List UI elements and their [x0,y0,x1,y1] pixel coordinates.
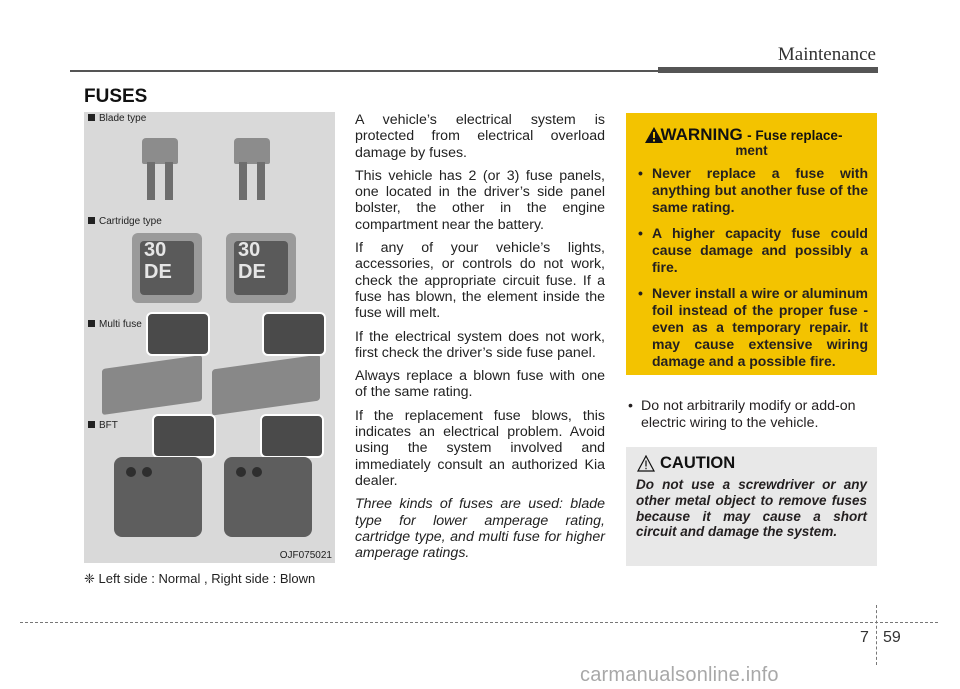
caution-title: CAUTION [660,454,736,472]
watermark: carmanualsonline.info [580,664,779,686]
chapter-number: 7 [860,629,869,646]
warning-subtitle-cont: ment [735,143,768,158]
paragraph: This vehicle has 2 (or 3) fuse panels, one located in the driver’s side panel bolster, the other in the engine compartment near the battery. [355,167,605,233]
section-title: Maintenance [777,44,876,65]
warning-item: • Never replace a fuse with anything but another fuse of the same rating. [636,165,868,216]
paragraph: A vehicle’s electrical system is protected from electrical overload damage by fuses. [355,112,605,161]
figure-label-multi: Multi fuse [88,319,142,330]
multi-fuse-callout-normal [146,312,210,356]
paragraph: If any of your vehicle’s lights, accessories, or controls do not work, check the appropriate circuit fuse. If a fuse has blown, the element inside the fuse will melt. [355,240,605,322]
cartridge-fuse-blown: 30 DE [226,233,296,303]
bft-fuse-normal [114,457,202,537]
multi-fuse-blown [212,354,320,415]
figure-label-cartridge: Cartridge type [88,216,162,227]
figure-caption: ❈ Left side : Normal , Right side : Blown [84,571,316,586]
paragraph: Always replace a blown fuse with one of the same rating. [355,368,605,401]
fuse-figure [84,112,335,563]
footer-divider [876,605,877,665]
bft-fuse-blown [224,457,312,537]
warning-subtitle: - Fuse replace- [747,128,843,143]
italic-note: Three kinds of fuses are used: blade type for lower amperage rating, cartridge type, and multi fuse for higher amperage ratings. [355,496,605,562]
header-rule-accent [658,67,878,73]
bft-callout-normal [152,414,216,458]
paragraph: If the replacement fuse blows, this indicates an electrical problem. Avoid using the system involved and immediately consult an authorized Kia dealer. [355,407,605,489]
warning-list [636,165,868,379]
figure-code: OJF075021 [279,550,332,561]
bullet-dot: • [628,398,633,414]
caution-text: Do not use a screwdriver or any other metal object to remove fuses because it may cause a short circuit and damage the system. [636,477,867,540]
warning-item: • Never install a wire or aluminum foil instead of the proper fuse - even as a temporary repair. It may cause extensive wiring damage and a possible fire. [636,285,868,370]
blade-fuse-blown [234,138,270,200]
page-heading: FUSES [84,86,148,107]
bullet-item [626,398,881,431]
caution-icon [637,455,655,472]
figure-label-bft: BFT [88,420,118,431]
page-number: 59 [883,629,901,646]
warning-box [626,113,877,375]
footer-rule [20,622,938,623]
bft-callout-blown [260,414,324,458]
bullet-text: Do not arbitrarily modify or add-on electric wiring to the vehicle. [641,398,856,431]
multi-fuse-callout-blown [262,312,326,356]
blade-fuse-normal [142,138,178,200]
paragraph: If the electrical system does not work, first check the driver’s side fuse panel. [355,328,605,361]
warning-item: • A higher capacity fuse could cause damage and possibly a fire. [636,225,868,276]
body-text [355,112,605,568]
multi-fuse-normal [102,355,202,415]
figure-label-blade: Blade type [88,113,146,124]
warning-title: WARNING [660,125,743,144]
caution-box [626,447,877,566]
cartridge-fuse-normal: 30 DE [132,233,202,303]
